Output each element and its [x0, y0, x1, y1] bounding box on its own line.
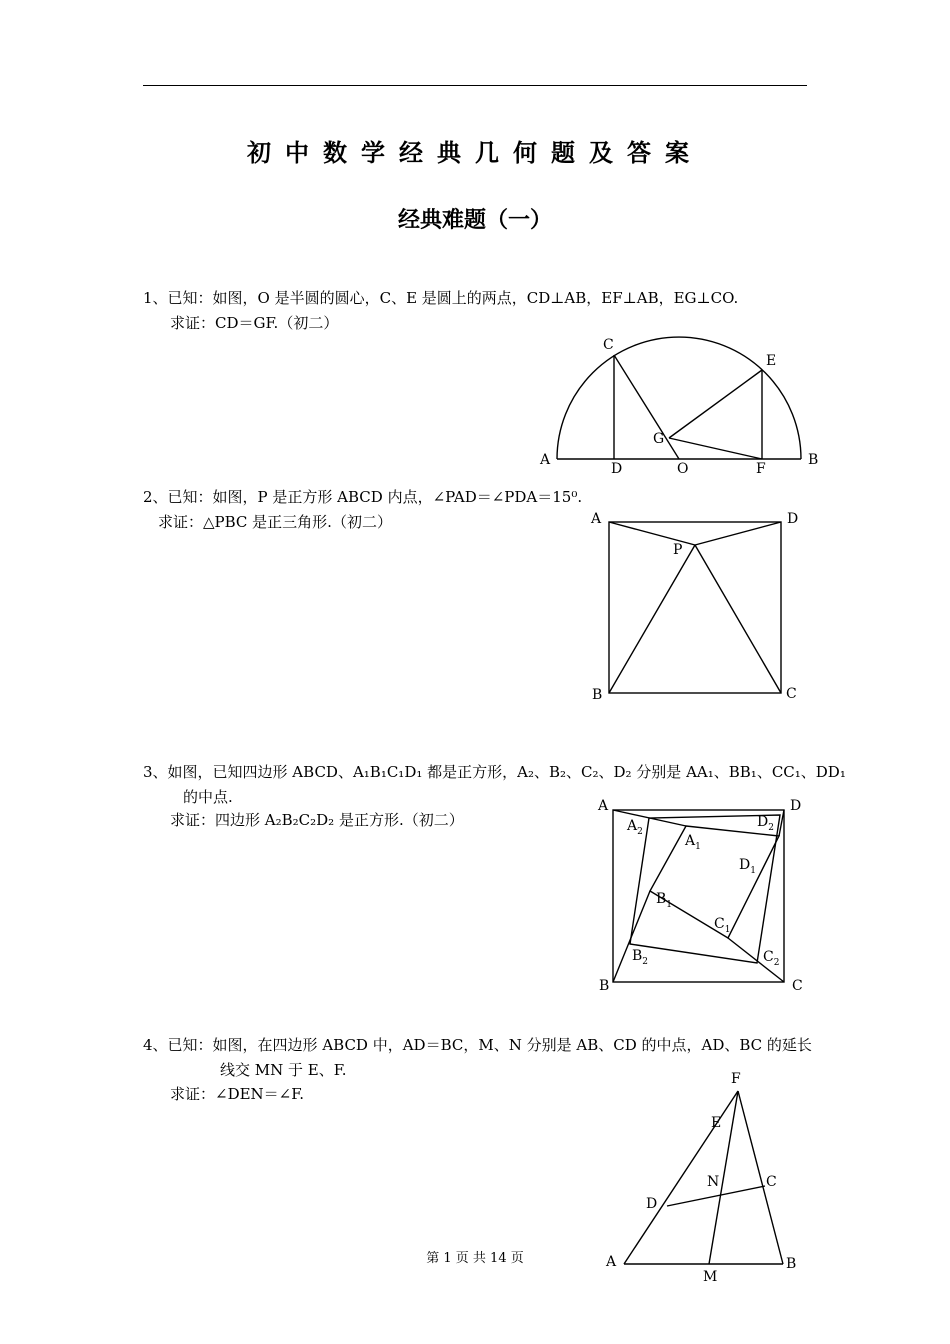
problem-2-statement: 2、已知：如图，P 是正方形 ABCD 内点，∠PAD＝∠PDA＝15⁰. — [143, 488, 583, 506]
fig3-label-d: D — [790, 798, 802, 814]
figure-4-quadrilateral — [624, 1091, 783, 1264]
problem-4-statement-cont: 线交 MN 于 E、F. — [220, 1061, 347, 1079]
fig2-label-c: C — [786, 686, 797, 702]
problem-3-prove: 求证：四边形 A₂B₂C₂D₂ 是正方形.（初二） — [170, 811, 464, 829]
fig4-label-d: D — [646, 1196, 658, 1212]
fig3-label-c2: $C_2$ — [763, 949, 780, 968]
fig4-label-f: F — [731, 1071, 741, 1087]
segment-dd1 — [779, 810, 784, 836]
fig1-label-d: D — [611, 461, 623, 477]
problem-3-statement: 3、如图，已知四边形 ABCD、A₁B₁C₁D₁ 都是正方形，A₂、B₂、C₂、D₂ 分别是 AA₁、BB₁、CC₁、DD₁ — [143, 763, 846, 781]
section-title: 经典难题（一） — [397, 207, 552, 233]
fig4-label-c: C — [766, 1174, 777, 1190]
fig1-label-e: E — [766, 353, 777, 369]
fig4-label-m: M — [703, 1269, 718, 1285]
fig3-label-b: B — [599, 978, 610, 994]
page-title: 初中数学经典几何题及答案 — [247, 138, 703, 167]
fig4-label-a: A — [606, 1254, 617, 1270]
fig1-label-g: G — [653, 431, 665, 447]
fig3-label-b1: $B_1$ — [656, 891, 673, 910]
fig1-label-f: F — [756, 461, 766, 477]
fig3-label-c1: $C_1$ — [714, 916, 731, 935]
fig4-label-n: N — [707, 1174, 720, 1190]
square-abcd — [609, 522, 781, 693]
problem-1-prove: 求证：CD＝GF.（初二） — [170, 314, 339, 332]
fig1-label-b: B — [808, 452, 819, 468]
fig2-label-p: P — [673, 542, 683, 558]
fig3-label-d1: $D_1$ — [739, 857, 756, 876]
fig3-label-a: A — [598, 798, 609, 814]
fig2-label-b: B — [592, 687, 603, 703]
problem-2-prove: 求证：△PBC 是正三角形.（初二） — [158, 513, 392, 531]
figure-1-semicircle — [557, 337, 801, 459]
segment-cp — [695, 545, 781, 693]
fig2-label-a: A — [591, 511, 602, 527]
problem-4-statement: 4、已知：如图，在四边形 ABCD 中，AD＝BC，M、N 分别是 AB、CD 的中点，AD、BC 的延长 — [143, 1036, 812, 1054]
fig4-label-e: E — [711, 1115, 722, 1131]
fig3-label-d2: $D_2$ — [757, 814, 774, 833]
problem-1-statement: 1、已知：如图，O 是半圆的圆心，C、E 是圆上的两点，CD⊥AB，EF⊥AB，EG⊥CO. — [143, 289, 739, 307]
segment-gf — [669, 438, 762, 459]
square-a2b2c2d2 — [630, 815, 780, 963]
segment-eg — [669, 370, 762, 438]
fig3-label-a1: $A_1$ — [685, 833, 701, 852]
page-footer: 第 1 页 共 14 页 — [426, 1251, 524, 1266]
segment-bb1 — [613, 891, 650, 982]
fig3-label-a2: $A_2$ — [627, 818, 643, 837]
figure-2-square — [609, 522, 781, 693]
fig1-label-a: A — [540, 452, 551, 468]
fig1-label-o: O — [677, 461, 689, 477]
segment-dp — [695, 522, 781, 545]
problem-4-prove: 求证：∠DEN＝∠F. — [170, 1085, 305, 1103]
problem-3-statement-cont: 的中点. — [183, 788, 233, 806]
fig4-label-b: B — [786, 1256, 797, 1272]
fig3-label-c: C — [792, 978, 803, 994]
fig3-label-b2: $B_2$ — [632, 948, 649, 967]
segment-co — [614, 355, 679, 459]
fig2-label-d: D — [787, 511, 799, 527]
fig1-label-c: C — [603, 337, 614, 353]
segment-bp — [609, 545, 695, 693]
